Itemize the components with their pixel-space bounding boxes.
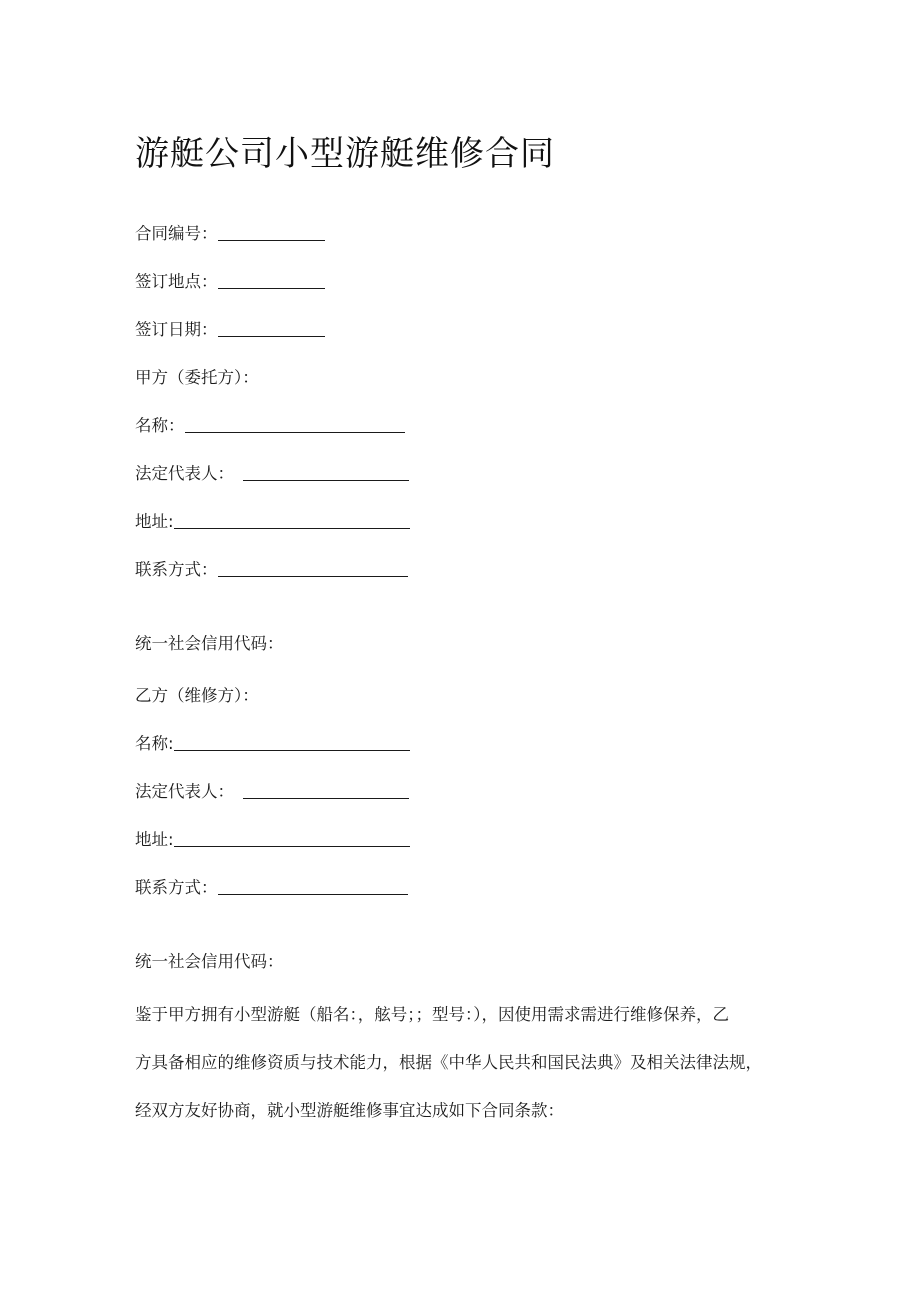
party-a-contact-blank[interactable]: [218, 560, 408, 577]
document-title: 游艇公司小型游艇维修合同: [135, 134, 555, 174]
party-a-credit-code: 统一社会信用代码：: [135, 634, 284, 653]
field-label: 签订日期：: [135, 320, 218, 339]
party-b-address: [135, 828, 410, 852]
party-a-address: [135, 510, 410, 534]
field-label: 法定代表人：: [135, 782, 234, 801]
party-a-legal-rep-blank[interactable]: [243, 464, 409, 481]
party-b-name: [135, 732, 410, 756]
field-label: 地址:: [135, 830, 174, 849]
field-label: 名称:: [135, 734, 174, 753]
party-a-contact: [135, 558, 408, 582]
field-label: 联系方式：: [135, 560, 218, 579]
preamble-line: 方具备相应的维修资质与技术能力，根据《中华人民共和国民法典》及相关法律法规，: [135, 1053, 762, 1072]
field-label: 签订地点：: [135, 272, 218, 291]
field-label: 法定代表人：: [135, 464, 234, 483]
party-b-credit-code: 统一社会信用代码：: [135, 952, 284, 971]
sign-place-blank[interactable]: [218, 272, 325, 289]
field-contract-no: [135, 222, 325, 246]
party-a-name: [135, 414, 405, 438]
party-b-legal-rep: [135, 780, 409, 804]
field-label: 合同编号：: [135, 224, 218, 243]
field-sign-date: [135, 318, 325, 342]
party-b-contact: [135, 876, 408, 900]
preamble-line: 鉴于甲方拥有小型游艇（船名：，舷号；；型号：），因使用需求需进行维修保养，乙: [135, 1005, 729, 1024]
field-label: 名称：: [135, 416, 185, 435]
party-b-heading: 乙方（维修方）：: [135, 686, 259, 705]
party-b-address-blank[interactable]: [174, 830, 410, 847]
field-label: 地址:: [135, 512, 174, 531]
party-a-legal-rep: [135, 462, 409, 486]
party-a-address-blank[interactable]: [174, 512, 410, 529]
contract-no-blank[interactable]: [218, 224, 325, 241]
party-b-contact-blank[interactable]: [218, 878, 408, 895]
party-a-name-blank[interactable]: [185, 416, 405, 433]
sign-date-blank[interactable]: [218, 320, 325, 337]
field-label: 联系方式：: [135, 878, 218, 897]
preamble-line: 经双方友好协商，就小型游艇维修事宜达成如下合同条款：: [135, 1101, 564, 1120]
field-sign-place: [135, 270, 325, 294]
party-a-heading: 甲方（委托方）：: [135, 368, 259, 387]
party-b-name-blank[interactable]: [174, 734, 410, 751]
party-b-legal-rep-blank[interactable]: [243, 782, 409, 799]
